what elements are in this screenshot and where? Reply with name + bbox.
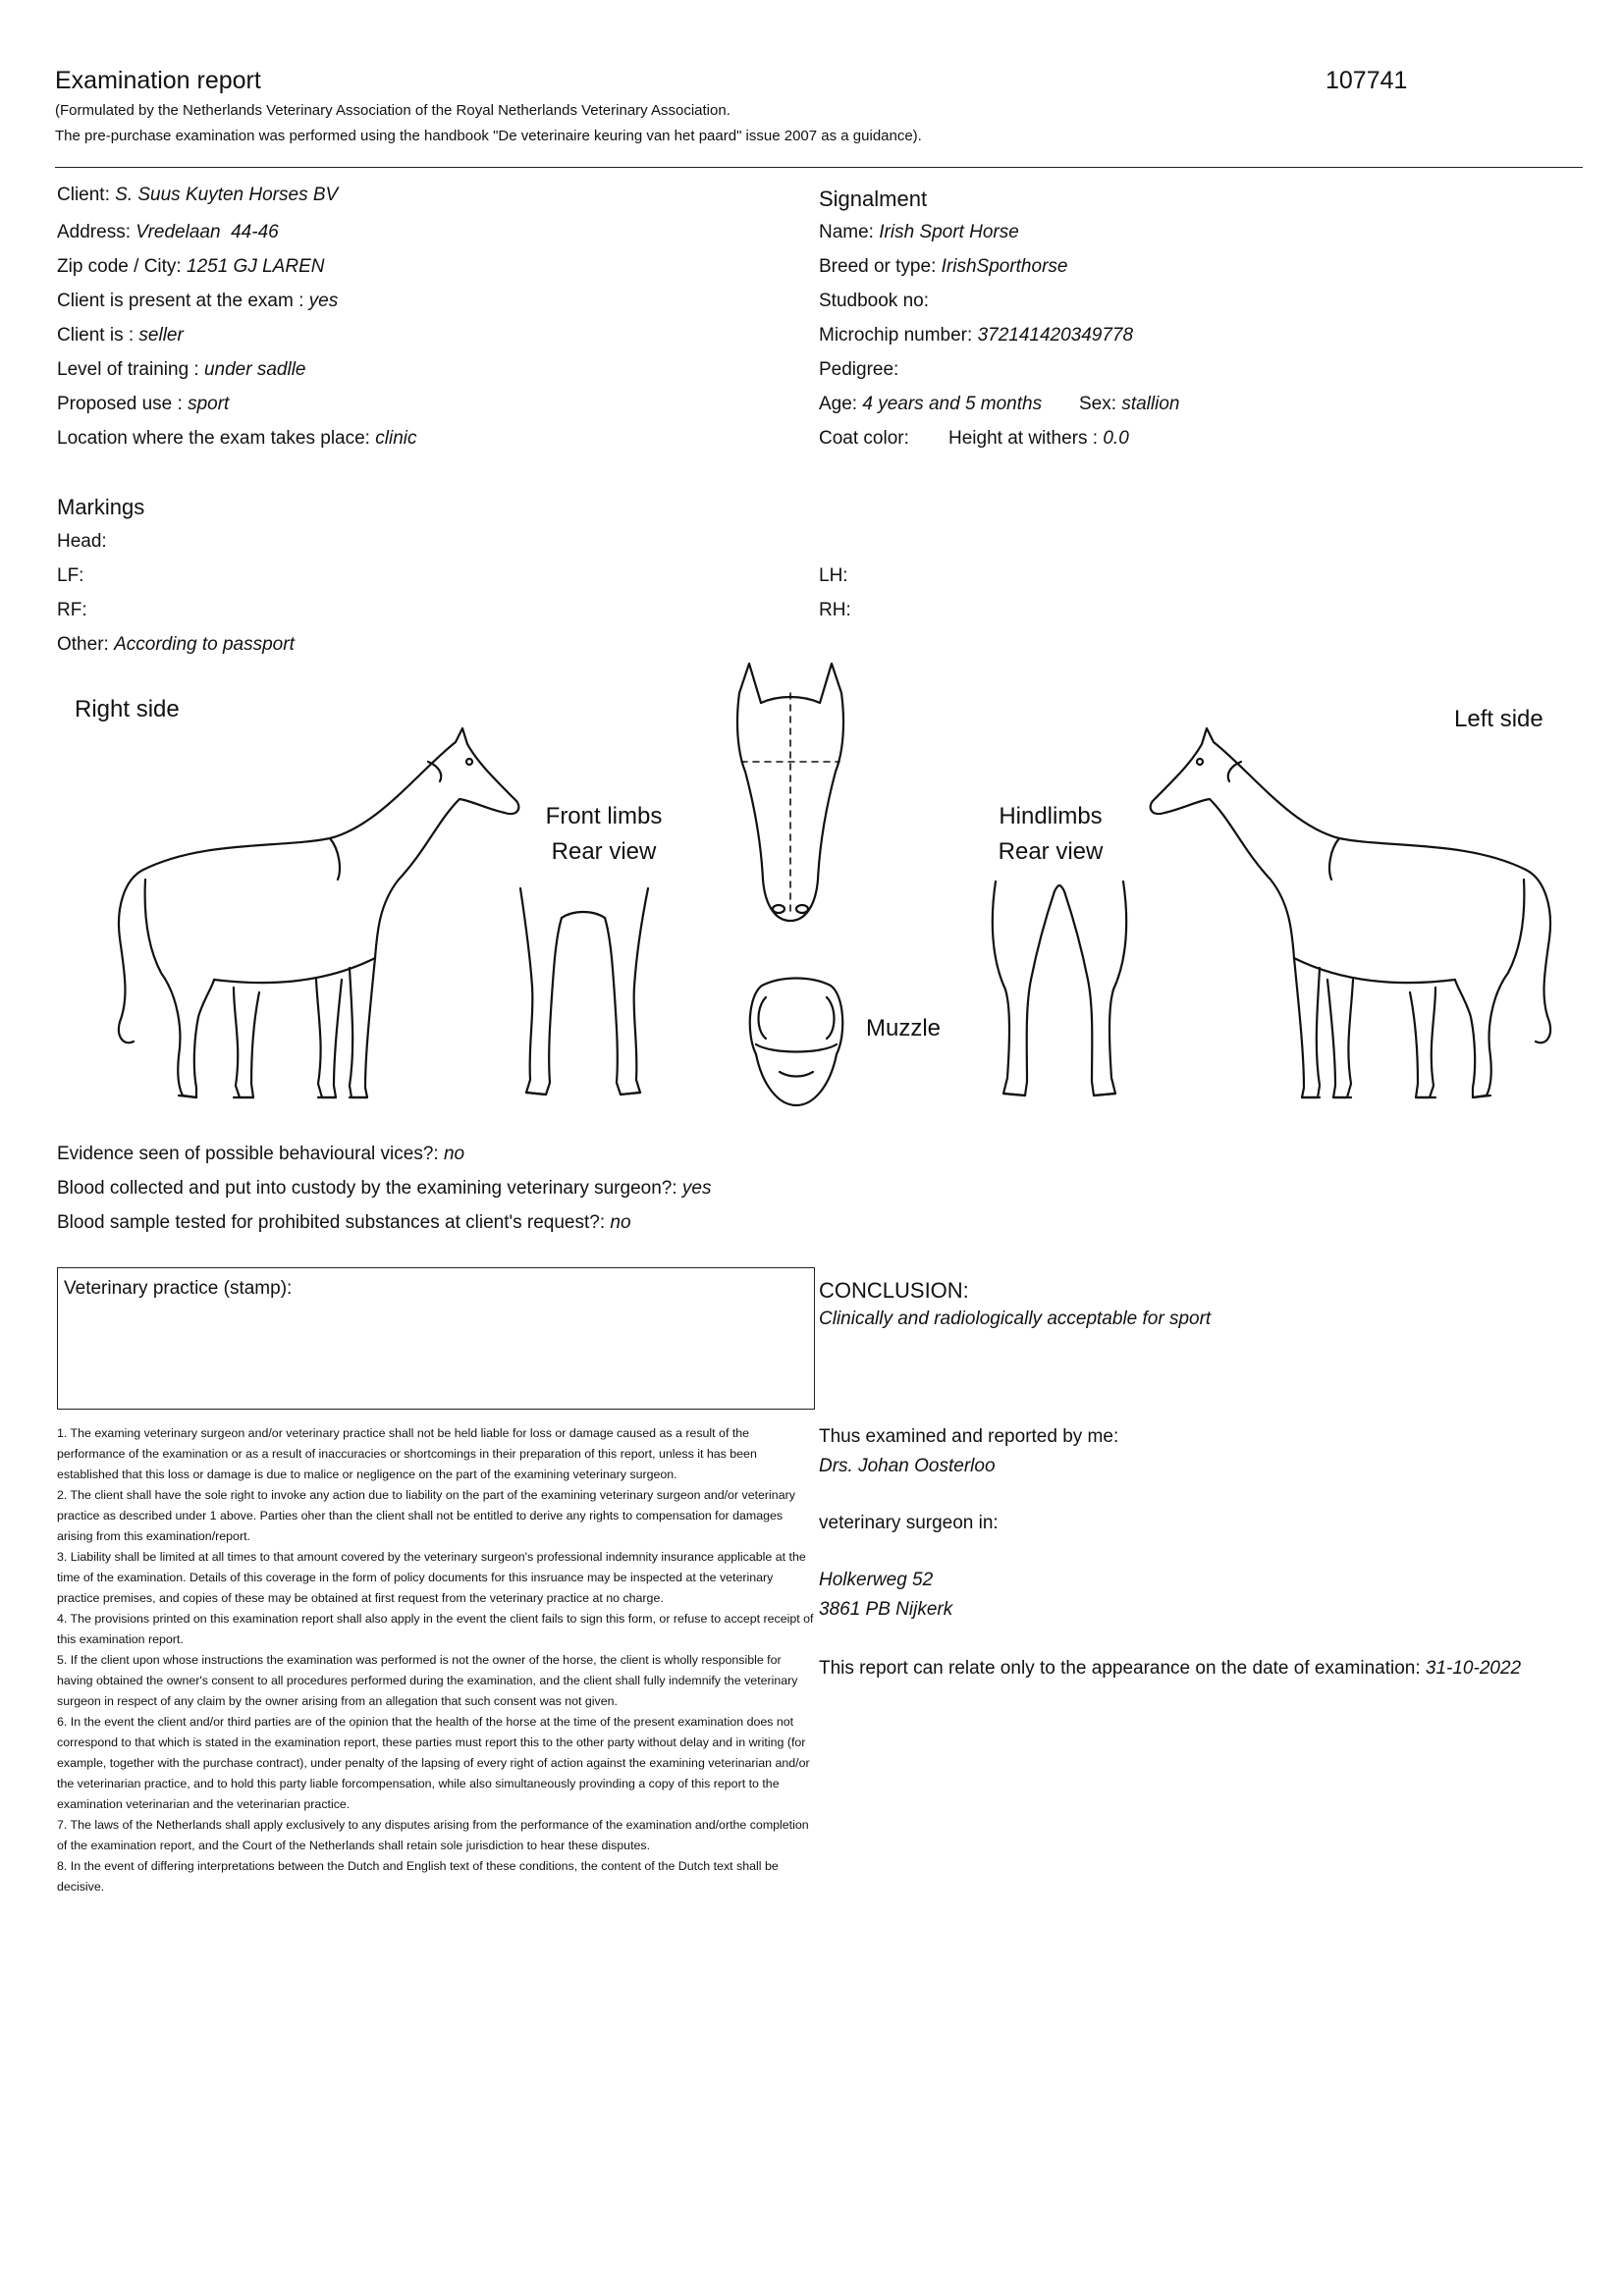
- use-label: Proposed use :: [57, 394, 183, 414]
- term-3: 3. Liability shall be limited at all times to that amount covered by the veterinary surgeon's professional indemnity insurance applicable at the time of the examination. Details of this coverage in the form of policy documents for this insruance may be inspected at the veterinary practice premises, and copies of these may be obtained at first request from the veterinary practice at no charge.: [57, 1550, 806, 1605]
- blood-value: yes: [681, 1178, 712, 1199]
- surgeon-in-label: veterinary surgeon in:: [819, 1513, 999, 1533]
- stamp-box: [57, 1267, 815, 1410]
- use-row: [57, 394, 229, 415]
- markings-heading: Markings: [57, 495, 145, 519]
- height-value: 0.0: [1103, 428, 1129, 449]
- tested-value: no: [610, 1212, 631, 1233]
- hind-limbs-line-1: Hindlimbs: [999, 803, 1103, 829]
- vices-value: no: [443, 1144, 465, 1164]
- term-6: 6. In the event the client and/or third parties are of the opinion that the health of the horse at the time of the present examination does not correspond to that which is stated in the examination report, these parties must report this to the other party without delay and in writing (for example, together with the purchase contract), under penalty of the lapsing of every right of action against the examining veterinarian and/or the veterinarian practice, and to hold this party liable forcompensation, while also simultaneously provinding a copy of this report to the examination veterinarian and the veterinarian practice.: [57, 1715, 810, 1811]
- address-line-1-row: [819, 1570, 933, 1591]
- front-limbs-label: [520, 799, 687, 870]
- front-limbs-line-1: Front limbs: [545, 803, 663, 829]
- left-side-label: Left side: [1454, 706, 1543, 732]
- conclusion-text-row: [819, 1308, 1211, 1330]
- address-line-1: Holkerweg 52: [819, 1570, 934, 1590]
- client-row: [57, 185, 338, 206]
- hind-limbs-line-2: Rear view: [998, 838, 1104, 865]
- microchip-row: [819, 325, 1133, 347]
- report-subtitle-1: (Formulated by the Netherlands Veterinary Association of the Royal Netherlands Veterinary Association.: [55, 102, 730, 119]
- marking-rh: RH:: [819, 600, 851, 620]
- term-2: 2. The client shall have the sole right to invoke any action due to liability on the part of the examining veterinary surgeon and/or veterinary practice as described under 1 above. Parties oher than the client shall not be entitled to derive any rights to compensation for damages arising from this examination/report.: [57, 1488, 795, 1543]
- training-row: [57, 359, 306, 381]
- age-row: [819, 394, 1042, 415]
- tested-label: Blood sample tested for prohibited substances at client's request?:: [57, 1212, 606, 1233]
- term-1: 1. The examing veterinary surgeon and/or veterinary practice shall not be held liable for loss or damage caused as a result of the performance of the examination or as a result of inaccuracies or shortcomings in their preparation of this report, unless it has been established that this loss or damage is due to malice or negligence on the part of the examining veterinary surgeon.: [57, 1426, 757, 1481]
- name-value: Irish Sport Horse: [879, 222, 1019, 242]
- front-limbs-line-2: Rear view: [551, 838, 657, 865]
- height-label: Height at withers :: [948, 428, 1099, 449]
- location-value: clinic: [375, 428, 417, 449]
- vices-row: [57, 1144, 464, 1165]
- term-4: 4. The provisions printed on this examination report shall also apply in the event the client fails to sign this form, or refuse to accept receipt of this examination report.: [57, 1612, 814, 1646]
- studbook-row: [819, 291, 929, 312]
- age-value: 4 years and 5 months: [862, 394, 1043, 414]
- age-label: Age:: [819, 394, 858, 414]
- vet-name-row: [819, 1456, 996, 1477]
- muzzle-drawing: [742, 976, 850, 1113]
- header-divider: [55, 167, 1583, 168]
- name-label: Name:: [819, 222, 874, 242]
- term-5: 5. If the client upon whose instructions the examination was performed is not the owner of the horse, the client is wholly responsible for having obtained the owner's consent to all procedures performed during the examination, and the client shall fully indemnify the veterinary surgeon in respect of any claim by the owner arising from an allegation that such consent was not given.: [57, 1653, 798, 1708]
- breed-row: [819, 256, 1067, 278]
- use-value: sport: [188, 394, 230, 414]
- blood-row: [57, 1178, 711, 1200]
- address-line-2: 3861 PB Nijkerk: [819, 1599, 953, 1620]
- front-limbs-drawing: [511, 888, 658, 1104]
- zip-value: 1251 GJ LAREN: [187, 256, 325, 277]
- microchip-label: Microchip number:: [819, 325, 973, 346]
- breed-label: Breed or type:: [819, 256, 937, 277]
- report-title: Examination report: [55, 67, 261, 94]
- pedigree-label: Pedigree:: [819, 359, 899, 380]
- muzzle-label: Muzzle: [866, 1015, 942, 1041]
- report-number: 107741: [1325, 67, 1408, 94]
- conclusion-heading: CONCLUSION:: [819, 1278, 969, 1303]
- marking-head: Head:: [57, 531, 107, 552]
- hind-limbs-drawing: [986, 872, 1133, 1107]
- name-row: [819, 222, 1019, 243]
- training-value: under sadlle: [203, 359, 306, 380]
- vet-name: Drs. Johan Oosterloo: [819, 1456, 996, 1476]
- conclusion-text: Clinically and radiologically acceptable for sport: [819, 1308, 1212, 1329]
- marking-other-value: According to passport: [114, 634, 295, 655]
- terms-conditions: [57, 1423, 818, 1897]
- exam-date-row: [819, 1658, 1521, 1680]
- exam-date-label: This report can relate only to the appearance on the date of examination:: [819, 1658, 1421, 1679]
- zip-label: Zip code / City:: [57, 256, 182, 277]
- right-side-label: Right side: [75, 696, 180, 722]
- client-label: Client:: [57, 185, 110, 205]
- coat-row: [819, 428, 909, 450]
- training-label: Level of training :: [57, 359, 199, 380]
- sex-label: Sex:: [1079, 394, 1117, 414]
- marking-other-label: Other:: [57, 634, 109, 655]
- client-is-label: Client is :: [57, 325, 135, 346]
- blood-label: Blood collected and put into custody by the examining veterinary surgeon?:: [57, 1178, 677, 1199]
- client-value: S. Suus Kuyten Horses BV: [115, 185, 339, 205]
- sex-value: stallion: [1121, 394, 1180, 414]
- examined-label: Thus examined and reported by me:: [819, 1426, 1119, 1447]
- report-subtitle-2: The pre-purchase examination was performed using the handbook "De veterinaire keuring van het paard" issue 2007 as a guidance).: [55, 128, 922, 144]
- address-label: Address:: [57, 222, 131, 242]
- marking-other-row: [57, 634, 295, 656]
- horse-left-side-drawing: [1143, 722, 1585, 1115]
- vices-label: Evidence seen of possible behavioural vices?:: [57, 1144, 439, 1164]
- microchip-value: 372141420349778: [977, 325, 1134, 346]
- term-8: 8. In the event of differing interpretations between the Dutch and English text of these conditions, the content of the Dutch text shall be decisive.: [57, 1859, 779, 1894]
- zip-row: [57, 256, 324, 278]
- sex-row: [1079, 394, 1179, 415]
- address-line-2-row: [819, 1599, 952, 1621]
- address-row: [57, 222, 279, 243]
- client-is-row: [57, 325, 184, 347]
- stamp-label: Veterinary practice (stamp):: [64, 1278, 293, 1299]
- present-value: yes: [308, 291, 339, 311]
- client-is-value: seller: [138, 325, 184, 346]
- exam-date-value: 31-10-2022: [1425, 1658, 1522, 1679]
- pedigree-row: [819, 359, 898, 381]
- present-row: [57, 291, 338, 312]
- marking-rf: RF:: [57, 600, 87, 620]
- coat-label: Coat color:: [819, 428, 909, 449]
- breed-value: IrishSporthorse: [941, 256, 1068, 277]
- horse-head-front-drawing: [731, 664, 854, 958]
- signalment-heading: Signalment: [819, 187, 928, 211]
- studbook-label: Studbook no:: [819, 291, 929, 311]
- marking-lh: LH:: [819, 565, 848, 586]
- location-row: [57, 428, 416, 450]
- hind-limbs-label: [967, 799, 1134, 870]
- height-row: [948, 428, 1129, 450]
- tested-row: [57, 1212, 631, 1234]
- horse-right-side-drawing: [84, 722, 526, 1115]
- marking-lf: LF:: [57, 565, 84, 586]
- present-label: Client is present at the exam :: [57, 291, 304, 311]
- location-label: Location where the exam takes place:: [57, 428, 370, 449]
- term-7: 7. The laws of the Netherlands shall apply exclusively to any disputes arising from the performance of the examination and/orthe completion of the examination report, and the Court of the Netherlands shall retain sole jurisdiction to hear these disputes.: [57, 1818, 809, 1852]
- address-value: Vredelaan 44-46: [135, 222, 279, 242]
